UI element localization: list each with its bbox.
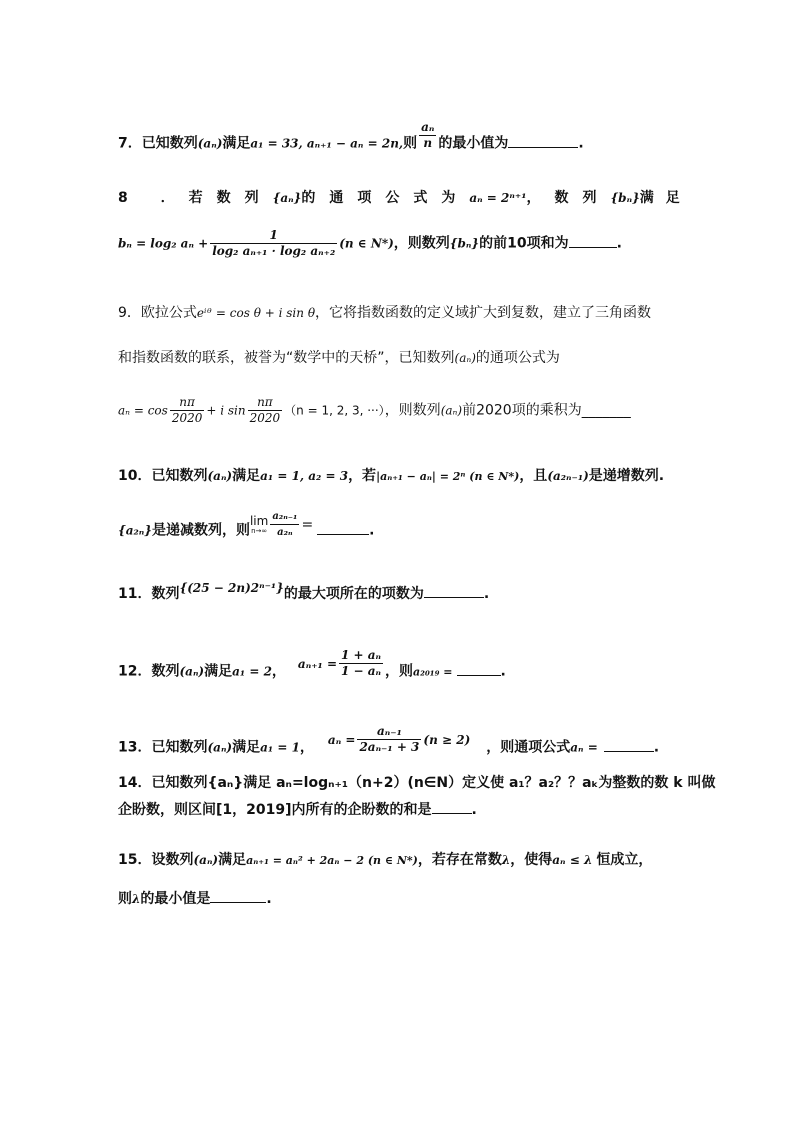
p11-answer-blank <box>424 583 484 598</box>
p10-fraction: $\frac{\text{a₂ₙ₋₁}}{\text{a₂ₙ}}$ <box>272 511 298 538</box>
problem-15-line-1: 15．设数列(aₙ)满足aₙ₊₁ = aₙ² + 2aₙ − 2 (n ∈ N*)，若存在常数λ，使得aₙ ≤ λ 恒成立， <box>118 852 653 868</box>
p7-then: 则 <box>403 135 418 152</box>
p7-cond-label: 满足 <box>222 135 251 152</box>
p12-fraction: $\frac{\text{1 + aₙ}}{\text{1 − aₙ}}$ <box>341 648 382 678</box>
p7-prefix: 7．已知数列 <box>118 135 198 152</box>
p10-limit: lim n→∞ <box>249 513 269 535</box>
problem-8-line-1: 8 ．若数列{aₙ}的通项公式为aₙ = 2ⁿ⁺¹，数列{bₙ}满足 <box>118 190 692 206</box>
p7-suffix: 的最小值为 <box>438 135 509 152</box>
problem-10-line-1: 10．已知数列(aₙ)满足a₁ = 1, a₂ = 3，若|aₙ₊₁ − aₙ| = 2ⁿ (n ∈ N*)，且(a₂ₙ₋₁)是递增数列. <box>118 468 665 484</box>
problem-7: 7．已知数列(aₙ)满足a₁ = 33, aₙ₊₁ − aₙ = 2n,则 $\frac{\text{aₙ}}{n}$ 的最小值为 . <box>118 120 584 152</box>
problem-12: 12．数列(aₙ)满足a₁ = 2， aₙ₊₁ = $\frac{\text{1 + aₙ}}{\text{1 − aₙ}}$ ，则a₂₀₁₉ = . <box>118 648 506 680</box>
p8-prefix: 8 ．若数列 <box>118 190 273 206</box>
p9-fraction-2: $\frac{n\pi}{2020}$ <box>249 395 281 425</box>
p8-formula-a: aₙ = 2ⁿ⁺¹ <box>469 191 527 205</box>
p8-bn-left: bₙ = log₂ aₙ + <box>118 236 209 251</box>
problem-11: 11．数列{(25 − 2n)2ⁿ⁻¹}的最大项所在的项数为 . <box>118 581 490 602</box>
problem-14-line-1: 14．已知数列{aₙ}满足 aₙ=logₙ₊₁（n+2）(n∈N）定义使 a₁？a₂？？aₖ为整数的数 k 叫做 <box>118 775 716 791</box>
p7-answer-blank <box>508 133 578 148</box>
problem-9-line-3: aₙ = cos $\frac{n\pi}{2020}$ + i sin $\frac{n\pi}{2020}$ （n = 1, 2, 3, ···），则数列(aₙ)前2020项的乘积为_______ <box>118 395 631 425</box>
p12-answer-blank <box>457 661 501 676</box>
p14-answer-blank <box>432 799 472 814</box>
p8-answer-blank <box>569 233 617 248</box>
p13-answer-blank <box>604 737 654 752</box>
p8-bn-fraction: $\frac{1}{\text{log₂ aₙ₊₁ · log₂ aₙ₊₂}}$ <box>212 228 336 258</box>
problem-10-line-2: {a₂ₙ}是递减数列，则 lim n→∞ $\frac{\text{a₂ₙ₋₁}}{\text{a₂ₙ}}$ = . <box>118 511 375 539</box>
p7-cond: a₁ = 33, aₙ₊₁ − aₙ = 2n, <box>250 136 404 151</box>
problem-9-line-2: 和指数函数的联系，被誉为“数学中的天桥”，已知数列(aₙ)的通项公式为 <box>118 350 560 366</box>
problem-13: 13．已知数列(aₙ)满足a₁ = 1， aₙ = $\frac{\text{aₙ₋₁}}{\text{2aₙ₋₁ + 3}}$ (n ≥ 2) ，则通项公式aₙ = . <box>118 724 660 756</box>
p9-fraction-1: $\frac{n\pi}{2020}$ <box>171 395 203 425</box>
p9-euler-formula: eⁱᶿ = cos θ + i sin θ <box>196 306 316 320</box>
p8-seq-b: {bₙ} <box>610 191 640 205</box>
problem-8-line-2: bₙ = log₂ aₙ + $\frac{1}{\text{log₂ aₙ₊₁ · log₂ aₙ₊₂}}$ (n ∈ N*)，则数列{bₙ}的前10项和为 . <box>118 228 622 258</box>
p11-seq: {(25 − 2n)2ⁿ⁻¹} <box>179 581 284 595</box>
p9-answer-blank: _______ <box>581 402 631 419</box>
problem-14-line-2: 企盼数，则区间[1，2019]内所有的企盼数的和是 . <box>118 799 477 820</box>
p8-seq-a: {aₙ} <box>272 191 302 205</box>
p7-fraction: $\frac{\text{aₙ}}{n}$ <box>421 120 435 150</box>
p7-seq: (aₙ) <box>197 136 223 151</box>
problem-9-line-1: 9．欧拉公式eⁱᶿ = cos θ + i sin θ，它将指数函数的定义域扩大到复数，建立了三角函数 <box>118 305 652 321</box>
p15-answer-blank <box>210 888 266 903</box>
problem-15-line-2: 则λ的最小值是 . <box>118 888 272 909</box>
p10-answer-blank <box>317 520 369 535</box>
p13-fraction: $\frac{\text{aₙ₋₁}}{\text{2aₙ₋₁ + 3}}$ <box>359 724 420 754</box>
